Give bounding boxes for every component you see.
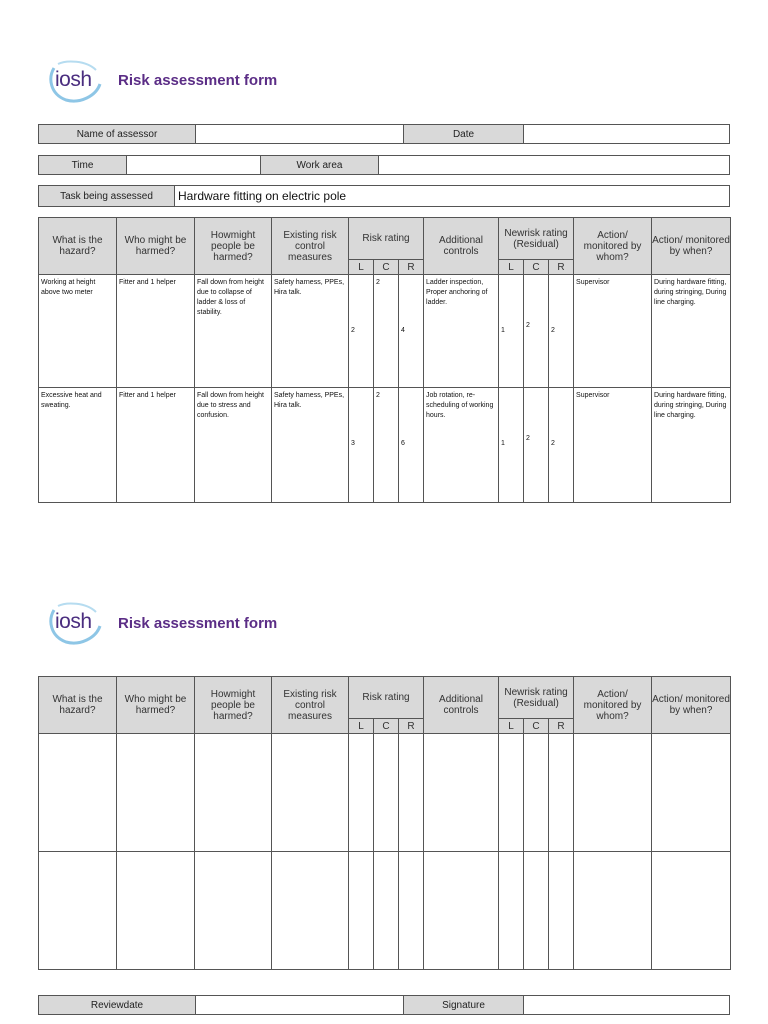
- row1-r: 4: [401, 327, 405, 334]
- hdr-new-c: C: [524, 260, 549, 275]
- row1-hazard: Working at height above two meter: [39, 275, 117, 388]
- row1-l: 2: [351, 327, 355, 334]
- row2-whom: Supervisor: [574, 388, 652, 503]
- hdr-r: R: [399, 719, 424, 734]
- review-date-field[interactable]: [196, 996, 404, 1015]
- page-title: Risk assessment form: [118, 72, 278, 89]
- logo-text: iosh: [55, 610, 92, 633]
- row1-whom: Supervisor: [574, 275, 652, 388]
- iosh-logo: [46, 58, 104, 104]
- hdr-new-risk: Newrisk rating (Residual): [499, 218, 574, 260]
- hdr-r: R: [399, 260, 424, 275]
- risk-table-1: [38, 217, 731, 503]
- hdr-action-when: Action/ monitored by when?: [652, 677, 731, 734]
- signature-field[interactable]: [524, 996, 730, 1015]
- time-row: [38, 155, 730, 175]
- row2-new-c: 2: [526, 435, 530, 442]
- row1-who: Fitter and 1 helper: [117, 275, 195, 388]
- row1-new-r: 2: [551, 327, 555, 334]
- task-row: [38, 185, 730, 207]
- row2-additional: Job rotation, re-scheduling of working hours.: [424, 388, 499, 503]
- risk-table-2: [38, 676, 731, 970]
- date-field[interactable]: [524, 125, 730, 144]
- row1-new-c: 2: [526, 322, 530, 329]
- work-area-field[interactable]: [379, 156, 730, 175]
- hdr-additional: Additional controls: [424, 677, 499, 734]
- table-row: [39, 734, 731, 852]
- hdr-how: Howmight people be harmed?: [195, 677, 272, 734]
- hdr-new-risk: Newrisk rating (Residual): [499, 677, 574, 719]
- row1-additional: Ladder inspection, Proper anchoring of ladder.: [424, 275, 499, 388]
- hdr-action-whom: Action/ monitored by whom?: [574, 677, 652, 734]
- hdr-hazard: What is the hazard?: [39, 218, 117, 275]
- hdr-how: Howmight people be harmed?: [195, 218, 272, 275]
- time-field[interactable]: [127, 156, 261, 175]
- task-field[interactable]: Hardware fitting on electric pole: [175, 186, 730, 207]
- hdr-risk-rating: Risk rating: [349, 677, 424, 719]
- hdr-additional: Additional controls: [424, 218, 499, 275]
- hdr-risk-rating: Risk rating: [349, 218, 424, 260]
- review-row: [38, 995, 730, 1015]
- hdr-new-r: R: [549, 260, 574, 275]
- row2-r: 6: [401, 440, 405, 447]
- row2-new-l: 1: [501, 440, 505, 447]
- review-date-label: Reviewdate: [39, 996, 196, 1015]
- work-area-label: Work area: [261, 156, 379, 175]
- hdr-c: C: [374, 719, 399, 734]
- row2-existing: Safety harness, PPEs, Hira talk.: [272, 388, 349, 503]
- assessor-field[interactable]: [196, 125, 404, 144]
- page-title-2: Risk assessment form: [118, 615, 278, 632]
- row1-new-l: 1: [501, 327, 505, 334]
- row1-c: 2: [376, 279, 380, 286]
- row2-when: During hardware fitting, during stringing, During line charging.: [652, 388, 731, 503]
- table-row: [39, 275, 731, 388]
- hdr-action-whom: Action/ monitored by whom?: [574, 218, 652, 275]
- hdr-l: L: [349, 719, 374, 734]
- row1-when: During hardware fitting, during stringing, During line charging.: [652, 275, 731, 388]
- row2-new-r: 2: [551, 440, 555, 447]
- logo-text: iosh: [55, 68, 92, 91]
- hdr-new-r: R: [549, 719, 574, 734]
- hdr-action-when: Action/ monitored by when?: [652, 218, 731, 275]
- hdr-new-c: C: [524, 719, 549, 734]
- row2-who: Fitter and 1 helper: [117, 388, 195, 503]
- hdr-existing: Existing risk control measures: [272, 677, 349, 734]
- row2-l: 3: [351, 440, 355, 447]
- hdr-l: L: [349, 260, 374, 275]
- hdr-new-l: L: [499, 260, 524, 275]
- hdr-hazard: What is the hazard?: [39, 677, 117, 734]
- hdr-who: Who might be harmed?: [117, 218, 195, 275]
- assessor-row: [38, 124, 730, 144]
- row2-how: Fall down from height due to stress and confusion.: [195, 388, 272, 503]
- hdr-who: Who might be harmed?: [117, 677, 195, 734]
- row2-c: 2: [376, 392, 380, 399]
- hdr-new-l: L: [499, 719, 524, 734]
- assessor-label: Name of assessor: [39, 125, 196, 144]
- row2-hazard: Excessive heat and sweating.: [39, 388, 117, 503]
- table-row: [39, 388, 731, 503]
- date-label: Date: [404, 125, 524, 144]
- task-label: Task being assessed: [39, 186, 175, 207]
- time-label: Time: [39, 156, 127, 175]
- row1-existing: Safety harness, PPEs, Hira talk.: [272, 275, 349, 388]
- hdr-existing: Existing risk control measures: [272, 218, 349, 275]
- table-row: [39, 852, 731, 970]
- iosh-logo-2: [46, 600, 104, 646]
- signature-label: Signature: [404, 996, 524, 1015]
- row1-how: Fall down from height due to collapse of ladder & loss of stability.: [195, 275, 272, 388]
- hdr-c: C: [374, 260, 399, 275]
